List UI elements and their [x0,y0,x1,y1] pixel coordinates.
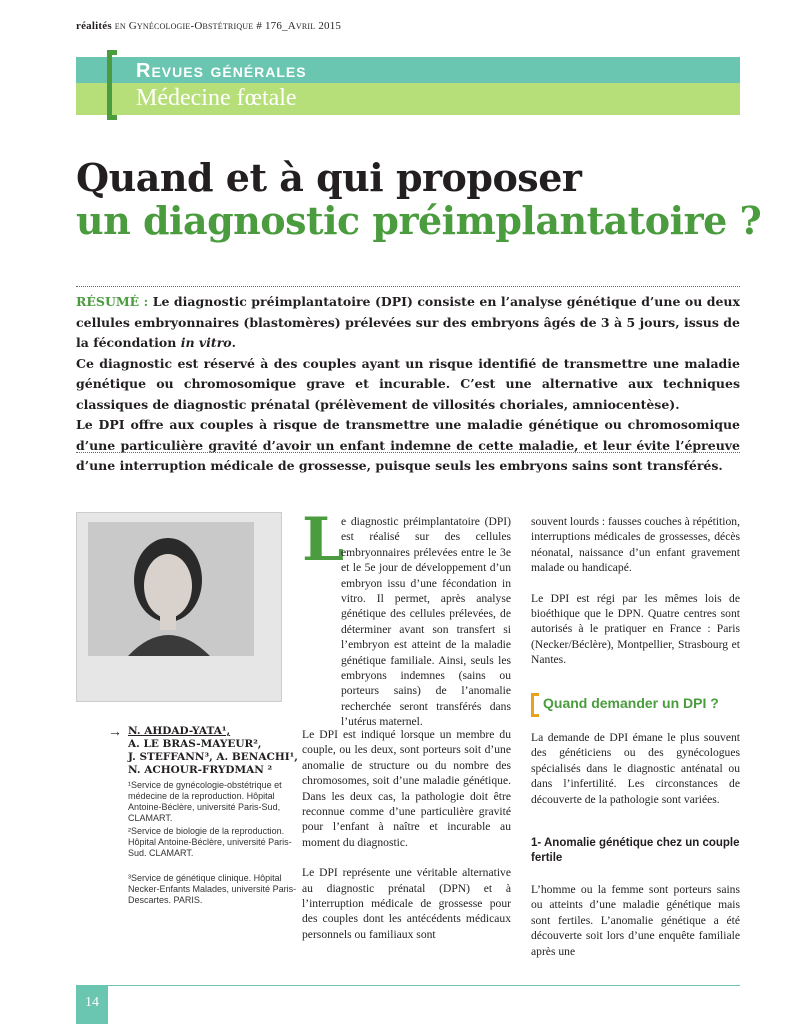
col3-p4-wrap [531,882,740,974]
section-title: Quand demander un DPI ? [543,695,719,711]
author-line: N. ACHOUR-FRYDMAN ² [128,764,273,776]
journal-name: réalités [76,20,112,32]
affiliation-3: ³Service de génétique clinique. Hôpital Necker-Enfants Malades, université Paris-Descartes. PARIS. [128,873,297,905]
col2-p3: Le DPI représente une véritable alternative au diagnostic prénatal (DPN) et à l’interruption médicale de grossesse pour des couples dont les antécédents médicaux personnels ou familiaux sont [302,866,511,941]
abstract-p3: Le DPI offre aux couples à risque de transmettre une maladie génétique ou chromosomique d’une particulière gravité d’avoir un enfant indemne de cette maladie, et leur évite l’épreuve d’une interruption médicale de grossesse, puisque seuls les embryons sains sont transférés. [76,417,740,473]
rubric-bracket [107,50,117,120]
author-arrow-icon: → [108,725,122,740]
abstract-p1b: in vitro [180,335,232,350]
author-line: N. AHDAD-YATA¹, [128,725,231,737]
running-header [76,20,341,32]
abstract-p2: Ce diagnostic est réservé à des couples ayant un risque identifié de transmettre une maladie génétique ou chromosomique grave et incurable. C’est une alternative aux techniques classiques de diagnostic prénatal (prélèvement de villosités choriales, amniocentèse). [76,355,740,412]
col3-p1: souvent lourds : fausses couches à répétition, interruptions médicales de grossesses, décès néonatal, naissance d’un enfant gravement malade ou handicapé. [531,515,740,575]
subheading: 1- Anomalie génétique chez un couple fertile [531,837,740,864]
page-number: 14 [76,985,108,1024]
abstract-p1c: . [231,335,236,350]
issue-info: en Gynécologie-Obstétrique # 176_Avril 2015 [114,20,342,32]
col3-p2: Le DPI est régi par les mêmes lois de bioéthique que le DPN. Quatre centres sont autorisés à le pratiquer en France : Paris (Necker/Béclère), Montpellier, Strasbourg et Nantes. [531,591,740,667]
column-2 [302,727,511,957]
col3-section-body [531,730,740,822]
column-3 [531,514,740,683]
col2-p2: Le DPI est indiqué lorsque un membre du couple, ou les deux, sont porteurs soit d’une anomalie de structure ou du nombre des chromosomes, soit d’une maladie génétique. Dans les deux cas, la pathologie doit être reconnue comme d’une particulière gravité pour l’enfant à naître et incurable au moment du diagnostic. [302,728,511,849]
author-line: J. STEFFANN³, A. BENACHI¹, [128,751,298,763]
article-title-line2: un diagnostic préimplantatoire ? [76,198,762,243]
affiliation-2: ²Service de biologie de la reproduction. Hôpital Antoine-Béclère, université Paris-Sud. CLAMART. [128,826,292,858]
drop-cap: L [302,505,345,575]
abstract-p1a: Le diagnostic préimplantatoire (DPI) consiste en l’analyse génétique d’une ou deux cellules embryonnaires (blastomères) prélevées sur des embryons âgés de 3 à 5 jours, issus de la fécondation [76,294,740,350]
affiliation-1: ¹Service de gynécologie-obstétrique et médecine de la reproduction. Hôpital Antoine-Béclère, université Paris-Sud, CLAMART. [128,780,282,823]
rubric-category: Revues générales [136,60,307,82]
abstract [76,292,740,477]
col2-p1: e diagnostic préimplantatoire (DPI) est réalisé sur des cellules embryonnaires prélevées entre le 3e et le 5e jour de développement d’un embryon issu d’une fécondation in vitro. Il permet, après analyse génétique des cellules prélevées, de déterminer avant son transfert si l’embryon est atteint de la maladie génétique familiale. Ainsi, seuls les embryons indemnes (sains ou porteurs sains) de l’anomalie recherchée seront transférés dans l’utérus maternel. [341,515,511,729]
author-photo [88,522,254,656]
footer-rule [76,985,740,986]
article-title-line1: Quand et à qui proposer [76,155,582,200]
divider-bottom [76,452,740,453]
author-line: A. LE BRAS-MAYEUR², [128,738,262,750]
section-bracket [531,693,539,717]
author-list [128,725,298,777]
col3-p4: L’homme ou la femme sont porteurs sains ou atteints d’une maladie génétique mais sont fertiles. L’anomalie génétique a été découverte soit lors d’une enquête familiale après une [531,883,740,958]
col2-p1-start [341,514,511,730]
col3-p3: La demande de DPI émane le plus souvent des généticiens ou des gynécologues spécialisés dans le diagnostic anténatal ou dans l’infertilité. Les circonstances de découverte de la pathologie sont variées. [531,731,740,806]
divider-top [76,286,740,287]
rubric-subcategory: Médecine fœtale [136,85,297,111]
abstract-label: RÉSUMÉ : [76,294,149,309]
